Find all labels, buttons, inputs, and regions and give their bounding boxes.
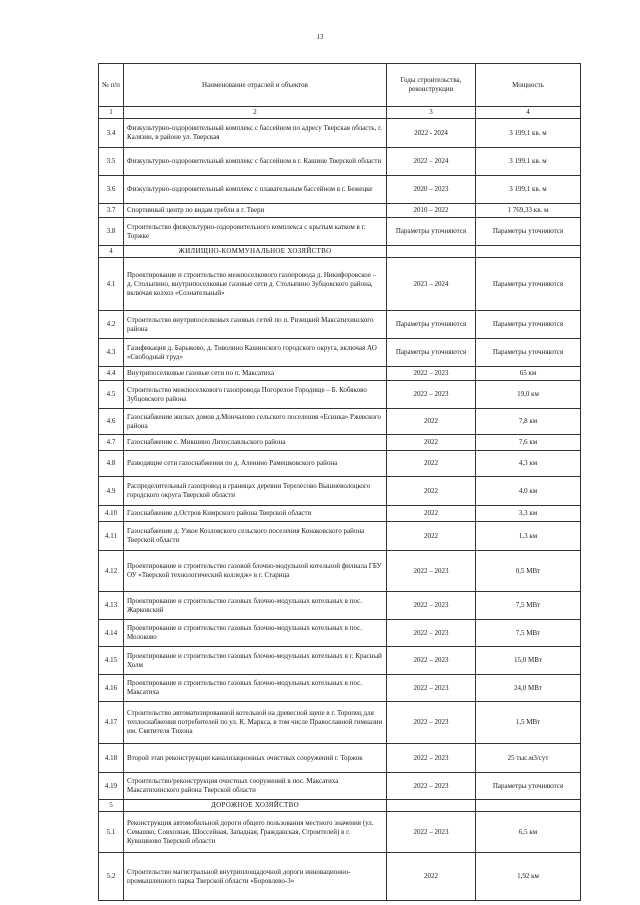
row-capacity: 1,3 км (476, 522, 581, 551)
row-years: 2022 (387, 409, 476, 435)
row-years: Параметры уточняются (387, 339, 476, 367)
row-name: Физкультурно-оздоровительный комплекс с плавательным бассейном в г. Бежецке (124, 176, 387, 204)
column-number-row (99, 107, 581, 119)
table-row (99, 592, 581, 620)
row-name: Физкультурно-оздоровительный комплекс с бассейном по адресу Тверская область, г. Калязин, в районе ул. Тверская (124, 119, 387, 148)
row-capacity: 7,6 км (476, 435, 581, 451)
row-years: 2022 – 2023 (387, 744, 476, 773)
row-num: 4.11 (99, 522, 124, 551)
row-num: 5.2 (99, 853, 124, 901)
row-num: 4.9 (99, 477, 124, 506)
row-capacity: Параметры уточняются (476, 218, 581, 246)
row-capacity: 1,92 км (476, 853, 581, 901)
row-years: 2022 – 2023 (387, 675, 476, 702)
column-number: 1 (99, 107, 124, 119)
row-years: 2022 (387, 451, 476, 477)
table-row (99, 218, 581, 246)
row-years: 2022 (387, 506, 476, 522)
row-num: 4.12 (99, 551, 124, 592)
row-capacity: 4,0 км (476, 477, 581, 506)
row-capacity: 15,0 МВт (476, 647, 581, 675)
table-row (99, 451, 581, 477)
row-name: Газоснабжение с. Микшино Лихославльского района (124, 435, 387, 451)
row-capacity: 65 км (476, 367, 581, 381)
row-name: Проектирование и строительство газовых блочно-модульных котельных в пос. Жарковский (124, 592, 387, 620)
row-num: 4.14 (99, 620, 124, 647)
row-num: 3.4 (99, 119, 124, 148)
row-years: Параметры уточняются (387, 311, 476, 339)
row-num: 4.15 (99, 647, 124, 675)
row-num: 4.3 (99, 339, 124, 367)
row-years: 2022 – 2023 (387, 812, 476, 853)
row-capacity: 3 199,1 кв. м (476, 176, 581, 204)
row-capacity: Параметры уточняются (476, 773, 581, 800)
table-row (99, 744, 581, 773)
row-capacity: Параметры уточняются (476, 339, 581, 367)
table-row (99, 702, 581, 744)
table-row (99, 477, 581, 506)
row-name: Газоснабжение д.Остров Кимрского района Тверской области (124, 506, 387, 522)
page-number: 13 (316, 33, 324, 41)
row-name: Второй этап реконструкции канализационных очистных сооружений г. Торжок (124, 744, 387, 773)
row-name: Спортивный центр по видам гребли в г. Твери (124, 204, 387, 218)
table-row (99, 119, 581, 148)
row-num: 4.2 (99, 311, 124, 339)
section-row (99, 246, 581, 258)
row-years: 2010 – 2022 (387, 204, 476, 218)
row-years: Параметры уточняются (387, 218, 476, 246)
section-num: 5 (99, 800, 124, 812)
row-years: 2022 (387, 435, 476, 451)
header-years: Годы строительства, реконструкции (387, 64, 476, 107)
row-num: 4.1 (99, 258, 124, 311)
row-name: Строительство автоматизированной котельной на древесной щепе в г. Торопец для теплоснабжения потребителей по ул. К. Маркса, в том числе Православной гимназии им. Святителя Тихона (124, 702, 387, 744)
table-row (99, 506, 581, 522)
row-name: Распределительный газопровод в границах деревни Терелесово Вышневолоцкого городского округа Тверской области (124, 477, 387, 506)
row-years: 2022 (387, 522, 476, 551)
row-capacity: 1 769,33 кв. м (476, 204, 581, 218)
row-num: 4.7 (99, 435, 124, 451)
row-num: 4.5 (99, 381, 124, 409)
row-capacity: 24,0 МВт (476, 675, 581, 702)
row-capacity: 7,5 МВт (476, 620, 581, 647)
table-row (99, 381, 581, 409)
table-row (99, 258, 581, 311)
row-num: 4.18 (99, 744, 124, 773)
table-row (99, 853, 581, 901)
row-num: 5.1 (99, 812, 124, 853)
section-empty-cell (387, 800, 476, 812)
row-num: 4.6 (99, 409, 124, 435)
row-years: 2022 – 2023 (387, 551, 476, 592)
row-name: Газификация д. Барыково, д. Тиволино Кашинского городского округа, включая АО «Свободный труд» (124, 339, 387, 367)
table-body (99, 119, 581, 901)
table-row (99, 812, 581, 853)
row-num: 4.8 (99, 451, 124, 477)
row-capacity: Параметры уточняются (476, 258, 581, 311)
row-num: 4.13 (99, 592, 124, 620)
column-number: 4 (476, 107, 581, 119)
row-name: Проектирование и строительство газовых блочно-модульных котельных в г. Красный Холм (124, 647, 387, 675)
table-row (99, 409, 581, 435)
header-row (99, 64, 581, 107)
row-capacity: 1,5 МВт (476, 702, 581, 744)
row-name: Проектирование и строительство газовой блочно-модульной котельной филиала ГБУ ОУ «Тверской технологический колледж» в г. Старица (124, 551, 387, 592)
row-years: 2020 – 2023 (387, 176, 476, 204)
table-row (99, 204, 581, 218)
row-years: 2022 – 2023 (387, 773, 476, 800)
table-row (99, 522, 581, 551)
row-name: Проектирование и строительство газовых блочно-модульных котельных в пос. Молоково (124, 620, 387, 647)
header-capacity: Мощность (476, 64, 581, 107)
row-years: 2022 – 2024 (387, 148, 476, 176)
row-name: Строительство внутрипоселковых газовых сетей по п. Ризицкий Максатихинского района (124, 311, 387, 339)
row-name: Газоснабжение жилых домов д.Мончалово сельского поселения «Есинка» Ржевского района (124, 409, 387, 435)
table-row (99, 551, 581, 592)
row-capacity: 25 тыс.м3/сут (476, 744, 581, 773)
row-num: 3.5 (99, 148, 124, 176)
row-capacity: 4,3 км (476, 451, 581, 477)
row-capacity: 3 199,1 кв. м (476, 119, 581, 148)
table-row (99, 675, 581, 702)
header-num: № п/п (99, 64, 124, 107)
row-name: Внутрипоселковые газовые сети по п. Максатиха (124, 367, 387, 381)
section-title: ДОРОЖНОЕ ХОЗЯЙСТВО (124, 800, 387, 812)
row-capacity: Параметры уточняются (476, 311, 581, 339)
table-row (99, 311, 581, 339)
row-num: 4.17 (99, 702, 124, 744)
row-years: 2022 – 2023 (387, 647, 476, 675)
row-name: Проектирование и строительство межпоселкового газопровода д. Никифоровское – д. Столыпино, внутрипоселковые газовые сети д. Столыпино Зубцовского района, включая колхоз «Сознательный» (124, 258, 387, 311)
row-num: 4.4 (99, 367, 124, 381)
table-row (99, 339, 581, 367)
row-years: 2022 (387, 477, 476, 506)
section-title: ЖИЛИЩНО-КОММУНАЛЬНОЕ ХОЗЯЙСТВО (124, 246, 387, 258)
row-name: Разводящие сети газоснабжения по д. Аленино Рамешковского района (124, 451, 387, 477)
row-num: 4.19 (99, 773, 124, 800)
row-name: Строительство межпоселкового газопровода Погорелое Городище – Б. Кобяково Зубцовского района (124, 381, 387, 409)
table-row (99, 148, 581, 176)
section-empty-cell (387, 246, 476, 258)
row-name: Строительство магистральной внутриплощадочной дороги инновационно-промышленного парка Тверской области «Боровлево-3» (124, 853, 387, 901)
row-years: 2022 – 2023 (387, 381, 476, 409)
row-capacity: 6,5 км (476, 812, 581, 853)
row-name: Строительство/реконструкция очистных сооружений в пос. Максатиха Максатихинского района Тверской области (124, 773, 387, 800)
row-years: 2022 – 2023 (387, 620, 476, 647)
row-num: 4.10 (99, 506, 124, 522)
row-years: 2023 – 2024 (387, 258, 476, 311)
row-num: 4.16 (99, 675, 124, 702)
row-capacity: 19,0 км (476, 381, 581, 409)
row-years: 2022 (387, 853, 476, 901)
section-empty-cell (476, 246, 581, 258)
row-capacity: 7,5 МВт (476, 592, 581, 620)
row-years: 2022 – 2023 (387, 702, 476, 744)
row-num: 3.8 (99, 218, 124, 246)
row-years: 2022 – 2023 (387, 367, 476, 381)
row-name: Строительство физкультурно-оздоровительного комплекса с крытым катком в г. Торжке (124, 218, 387, 246)
table-row (99, 620, 581, 647)
section-empty-cell (476, 800, 581, 812)
table-row (99, 367, 581, 381)
row-capacity: 3,3 км (476, 506, 581, 522)
row-num: 3.6 (99, 176, 124, 204)
row-name: Газоснабжение д. Узкое Козловского сельского поселения Конаковского района Тверской области (124, 522, 387, 551)
row-name: Реконструкция автомобильной дороги общего пользования местного значения (ул. Семашко, Совхозная, Шоссейная, Западная, Гражданская, Строителей) в г. Кувшиново Тверской области (124, 812, 387, 853)
objects-table (98, 63, 581, 901)
section-row (99, 800, 581, 812)
row-capacity: 7,8 км (476, 409, 581, 435)
row-name: Физкультурно-оздоровительный комплекс с бассейном в г. Кашине Тверской области (124, 148, 387, 176)
row-capacity: 0,5 МВт (476, 551, 581, 592)
column-number: 2 (124, 107, 387, 119)
row-name: Проектирование и строительство газовых блочно-модульных котельных в пос. Максатиха (124, 675, 387, 702)
header-name: Наименование отраслей и объектов (124, 64, 387, 107)
table-row (99, 647, 581, 675)
row-years: 2022 - 2024 (387, 119, 476, 148)
table-row (99, 176, 581, 204)
row-num: 3.7 (99, 204, 124, 218)
table-row (99, 435, 581, 451)
section-num: 4 (99, 246, 124, 258)
column-number: 3 (387, 107, 476, 119)
table-row (99, 773, 581, 800)
row-years: 2022 – 2023 (387, 592, 476, 620)
row-capacity: 3 199,1 кв. м (476, 148, 581, 176)
